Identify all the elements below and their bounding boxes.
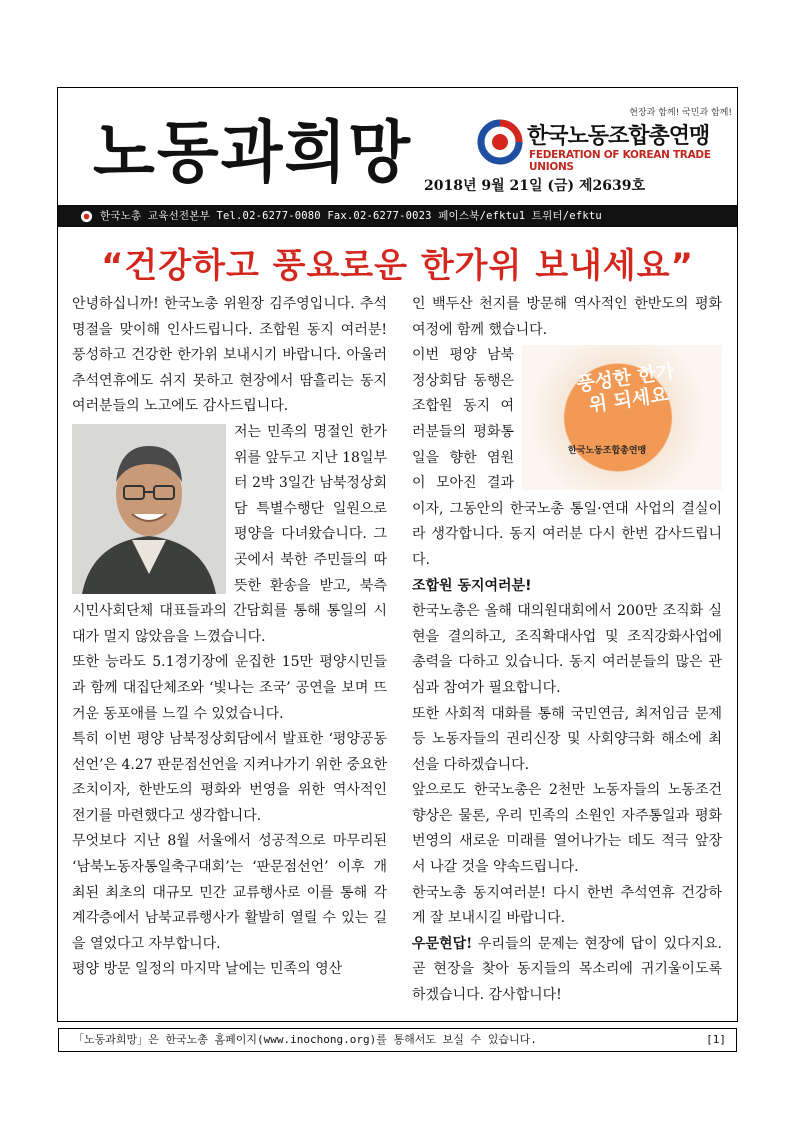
paragraph: 특히 이번 평양 남북정상회담에서 발표한 ‘평양공동선언’은 4.27 판문점선언을 지켜나가기 위한 중요한 조치이자, 한반도의 평화와 번영을 위한 역사적인 전기를 마련했다고 생각합니다. bbox=[72, 731, 387, 824]
paragraph: 한국노총 동지여러분! 다시 한번 추석연휴 건강하게 잘 보내시길 바랍니다. bbox=[412, 884, 722, 927]
federation-slogan: 현장과 함께! 국민과 함께! bbox=[629, 108, 732, 118]
paragraph: 이번 평양 남북정상회담 동행은 조합원 동지 여러분들의 평화통일을 향한 염원이 모아진 결과이자, 그동안의 한국노총 통일·연대 사업의 결실이라 생각합니다. 동지 여러분 다시 한번 감사드립니다. bbox=[412, 347, 722, 568]
person-icon bbox=[72, 424, 226, 594]
paragraph: 무엇보다 지난 8월 서울에서 성공적으로 마무리된 ‘남북노동자통일축구대회’는 ‘판문점선언’ 이후 개최된 최초의 대규모 민간 교류행사로 이를 통해 각계각층에서 남북교류행사가 활발히 열릴 수 있는 길을 열었다고 자부합니다. bbox=[72, 833, 387, 952]
issue-dateline: 2018년 9월 21일 (금) 제2639호 bbox=[424, 178, 646, 194]
footer-note: 「노동과희망」은 한국노총 홈페이지(www.inochong.org)를 통해서도 보실 수 있습니다. bbox=[73, 1033, 537, 1046]
paragraph: 또한 능라도 5.1경기장에 운집한 15만 평양시민들과 함께 대집단체조와 ‘빛나는 조국’ 공연을 보며 뜨거운 동포애를 느낄 수 있었습니다. bbox=[72, 654, 387, 722]
right-column bbox=[412, 292, 722, 1009]
federation-english-name: FEDERATION OF KOREAN TRADE UNIONS bbox=[529, 149, 711, 173]
chuseok-greeting-card bbox=[522, 345, 722, 490]
newsletter-title: 노동과희망 bbox=[93, 113, 413, 193]
paragraph: 앞으로도 한국노총은 2천만 노동자들의 노동조건 향상은 물론, 우리 민족의 소원인 자주통일과 평화번영의 새로운 미래를 열어나가는 데도 적극 앞장서 나갈 것을 약속드립니다. bbox=[412, 782, 722, 876]
federation-emblem-icon bbox=[477, 119, 523, 165]
headline: “건강하고 풍요로운 한가위 보내세요” bbox=[101, 246, 694, 286]
contact-info: 한국노총 교육선전본부 Tel.02-6277-0080 Fax.02-6277-0023 페이스북/efktu1 트위터/efktu bbox=[100, 210, 602, 222]
footer bbox=[58, 1028, 737, 1052]
emblem-icon bbox=[80, 210, 93, 223]
paragraph bbox=[412, 932, 722, 1009]
page-number: [1] bbox=[706, 1033, 726, 1046]
left-column bbox=[72, 292, 387, 983]
card-greeting: 풍성한 한가위 되세요 bbox=[575, 360, 676, 417]
paragraph: 저는 민족의 명절인 한가위를 앞두고 지난 18일부터 2박 3일간 남북정상회담 특별수행단 일원으로 평양을 다녀왔습니다. 그곳에서 북한 주민들의 따뜻한 환송을 받고, 북측 시민사회단체 대표들과의 간담회를 통해 통일의 시대가 멀지 않았음을 느꼈습니다. bbox=[72, 423, 387, 645]
section-heading: 조합원 동지여러분! bbox=[412, 577, 532, 594]
card-brand: 한국노동조합총연맹 bbox=[568, 445, 647, 456]
paragraph-text: 우리들의 문제는 현장에 답이 있다지요. 곧 현장을 찾아 동지들의 목소리에 귀기울이도록 하겠습니다. 감사합니다! bbox=[412, 935, 722, 1004]
emphasis: 우문현답! bbox=[412, 935, 473, 952]
masthead bbox=[57, 87, 738, 205]
federation-name: 한국노동조합총연맹 bbox=[527, 124, 710, 149]
federation-logo bbox=[477, 105, 732, 175]
contact-bar bbox=[58, 205, 737, 227]
paragraph: 평양 방문 일정의 마지막 날에는 민족의 영산 bbox=[72, 961, 343, 978]
paragraph: 안녕하십니까! 한국노총 위원장 김주영입니다. 추석 명절을 맞이해 인사드립니다. 조합원 동지 여러분! 풍성하고 건강한 한가위 보내시기 바랍니다. 아울러 추석연휴에도 쉬지 못하고 현장에서 땀흘리는 동지여러분들의 노고에도 감사드립니다. bbox=[72, 296, 387, 415]
paragraph: 또한 사회적 대화를 통해 국민연금, 최저임금 문제 등 노동자들의 권리신장 및 사회양극화 해소에 최선을 다하겠습니다. bbox=[412, 705, 722, 773]
paragraph: 한국노총은 올해 대의원대회에서 200만 조직화 실현을 결의하고, 조직확대사업 및 조직강화사업에 총력을 다하고 있습니다. 동지 여러분들의 많은 관심과 참여가 필요합니다. bbox=[412, 603, 722, 696]
paragraph: 인 백두산 천지를 방문해 역사적인 한반도의 평화 여정에 함께 했습니다. bbox=[412, 296, 722, 338]
portrait-photo bbox=[72, 424, 226, 594]
